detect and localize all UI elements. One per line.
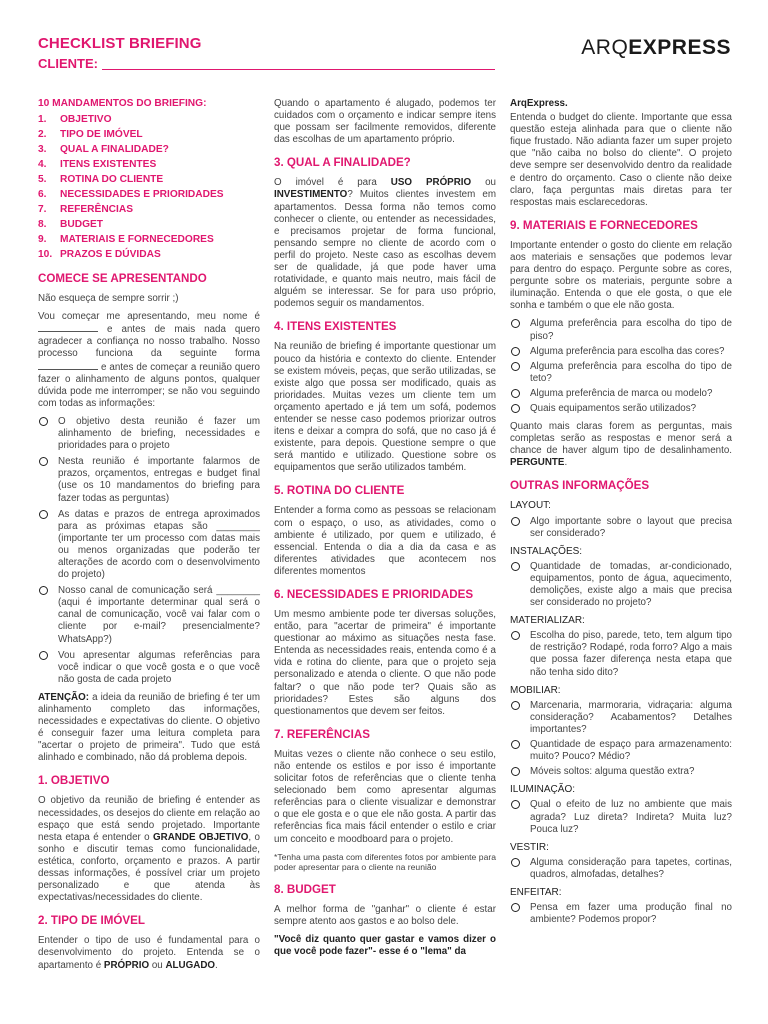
section-objetivo-text: O objetivo da reunião de briefing é entender as necessidades, os desejos do cliente em relação ao espaço que está sendo projetado. Importante nesta etapa é entender o GRANDE OBJETIVO, o sonho e discutir temas como funcionalidade, estética, conforto, orçamento e prazos. A partir dessas informações, é possível criar um projeto personalizado e que atenda às expectativas/necessidades do cliente.	[38, 795, 260, 904]
section-itens-heading: 4. ITENS EXISTENTES	[274, 320, 397, 334]
group-label: LAYOUT:	[510, 500, 551, 512]
client-field-line	[102, 69, 495, 70]
name-blank	[38, 323, 98, 332]
group-items	[510, 857, 732, 881]
section-budget-text: A melhor forma de "ganhar" o cliente é estar sempre atento aos gastos e ao bolso dele.	[274, 903, 496, 927]
section-referencias-text: Muitas vezes o cliente não conhece o seu estilo, não entende os estilos e por isso é importante solicitar fotos de referências que o cliente tenha selecionado bem como apresentar algumas referências para o cliente visualizar e demonstrar o que ele gosta e o que ele não gosta. A partir das referências fica mais fácil entender o estilo e criar um conceito e moodboard para o projeto.	[274, 748, 496, 845]
page-title: CHECKLIST BRIEFING	[38, 35, 202, 52]
group-label: ILUMINAÇÃO:	[510, 784, 576, 796]
section-itens-text: Na reunião de briefing é importante questionar um pouco da história e contexto do cliente. Entender se existem móveis, peças, que serão utilizadas, se existe algo que possa ser modificado, quais as prioridades. Muitas vezes um cliente tem um orçamento apertado e já tem um sofá, podemos entender se nesse caso podemos priorizar outros itens e deixar a compra do sofá, que no caso já é existente, para depois. Questione sempre o que será mantido e utilizado. Questione sobre os equipamentos que serão utilizados também.	[274, 341, 496, 474]
section-tipo-imovel-text: Entender o tipo de uso é fundamental para o desenvolvimento do projeto. Entenda se o apartamento é PRÓPRIO ou ALUGADO.	[38, 935, 260, 971]
checkbox-circle-icon[interactable]	[511, 562, 520, 571]
checklist-item: Quais equipamentos serão utilizados?	[510, 403, 732, 415]
section-materiais-heading: 9. MATERIAIS E FORNECEDORES	[510, 218, 698, 232]
column-1	[38, 98, 260, 978]
group-label: MATERIALIZAR:	[510, 615, 585, 627]
checklist-item: Nosso canal de comunicação será ________ (aqui é importante determinar qual será o canal de comunicação, você vai falar com o cliente por e-mail? presencialmente? WhatsApp?)	[38, 585, 260, 645]
section-budget-heading: 8. BUDGET	[274, 882, 336, 896]
checkbox-circle-icon[interactable]	[511, 903, 520, 912]
commands-list	[38, 112, 260, 262]
column-3	[510, 98, 732, 932]
command-item: 6. NECESSIDADES E PRIORIDADES	[38, 189, 224, 201]
section-materiais-text: Importante entender o gosto do cliente em relação aos materiais e sensações que podemos levar para dentro do espaço. Pergunte sobre as cores, pergunte sobre os materiais, pergunte sobre a iluminação. Entenda o que ele gosta, o que ele sonha e também o que ele não gosta.	[510, 239, 732, 312]
section-rotina-text: Entender a forma como as pessoas se relacionam com o espaço, o uso, as atividades, como o ambiente é utilizado, por quem e utilizado, é essencial. Entenda o dia a dia da casa e as diferentes atividades que acontecem nos diferentes momentos	[274, 505, 496, 577]
intro-heading: COMECE SE APRESENTANDO	[38, 272, 207, 286]
command-item: 8. BUDGET	[38, 219, 104, 231]
checkbox-circle-icon[interactable]	[511, 800, 520, 809]
section-finalidade-text: O imóvel é para USO PRÓPRIO ou INVESTIMENTO? Muitos clientes investem em apartamentos. Dessa forma não temos como conhecer o cliente, ou entender as necessidades, e precisamos projetar de forma funcional, pensando sempre no cliente de acordo com o perfil do projeto. Neste caso as escolhas devem ser de qualidade, já que pode haver uma rotatividade, e quanto mais neutro, mais fácil de alguém se interessar. Se for para uso próprio, podemos seguir os mandamentos.	[274, 177, 496, 310]
group-label: INSTALAÇÕES:	[510, 545, 583, 557]
group-label: MOBILIAR:	[510, 684, 561, 696]
section-materiais-closing: Quanto mais claras forem as perguntas, mais completas serão as respostas e menor será a chance de haver algum tipo de desalinhamento. PERGUNTE.	[510, 421, 732, 469]
attention-paragraph: ATENÇÃO: a ideia da reunião de briefing é ter um alinhamento completo das informações, necessidades e expectativas do cliente. O objetivo é conseguir fazer uma leitura completa para "acertar o projeto de primeira". Tudo que está alinhado e combinado, não dá problema depois.	[38, 691, 260, 764]
tipo-imovel-continued: Quando o apartamento é alugado, podemos ter cuidados com o orçamento e indicar sempre itens que possam ser facilmente removidos, diferente das escolhas de um apartamento próprio.	[274, 98, 496, 146]
column-2	[274, 98, 496, 964]
command-item: 7. REFERÊNCIAS	[38, 204, 134, 216]
section-referencias-heading: 7. REFERÊNCIAS	[274, 727, 370, 741]
other-info-groups	[510, 500, 732, 926]
section-necessidades-heading: 6. NECESSIDADES E PRIORIDADES	[274, 588, 474, 601]
checkbox-circle-icon[interactable]	[511, 517, 520, 526]
referencias-note: *Tenha uma pasta com diferentes fotos por ambiente para poder apresentar para o cliente na reunião	[274, 851, 496, 873]
intro-bullets	[38, 416, 260, 686]
checklist-item: Algo importante sobre o layout que precisa ser considerado?	[510, 516, 732, 540]
checklist-item: Móveis soltos: alguma questão extra?	[510, 766, 732, 778]
section-outras-heading: OUTRAS INFORMAÇÕES	[510, 479, 650, 493]
group-label: ENFEITAR:	[510, 886, 562, 898]
commands-title: 10 MANDAMENTOS DO BRIEFING:	[38, 98, 207, 109]
checkbox-circle-icon[interactable]	[511, 701, 520, 710]
group-items	[510, 902, 732, 926]
checkbox-circle-icon[interactable]	[39, 651, 48, 660]
section-budget-quote: "Você diz quanto quer gastar e vamos dizer o que você pode fazer"- esse é o "lema" da	[274, 933, 496, 957]
group-items	[510, 516, 732, 540]
checklist-item: Pensa em fazer uma produção final no ambiente? Podemos propor?	[510, 902, 732, 926]
section-rotina-heading: 5. ROTINA DO CLIENTE	[274, 484, 405, 498]
checkbox-circle-icon[interactable]	[39, 457, 48, 466]
checkbox-circle-icon[interactable]	[511, 404, 520, 413]
checklist-item: Vou apresentar algumas referências para você indicar o que você gosta e o que você não gosta de cada projeto	[38, 650, 260, 686]
budget-continued-text: Entenda o budget do cliente. Importante que essa questão esteja alinhada para que o cliente não fique frustado. Não adianta fazer um super projeto que "não caiba no bolso do cliente". O projeto deve sempre ser desenvolvido dentro da realidade e dentro do orçamento. Caso o cliente não deixe claro, faça perguntas mais diretas para ter respostas mais esclarecedoras.	[510, 112, 732, 208]
checkbox-circle-icon[interactable]	[511, 347, 520, 356]
command-item: 9. MATERIAIS E FORNECEDORES	[38, 234, 214, 246]
section-objetivo-heading: 1. OBJETIVO	[38, 774, 110, 788]
checklist-item: Alguma preferência para escolha das cores?	[510, 346, 732, 358]
section-necessidades-text: Um mesmo ambiente pode ter diversas soluções, então, para "acertar de primeira" é importante questionar ao máximo as situações nesta fase. Entenda as necessidades reais, entenda como é a vida e rotina do cliente, para que o projeto seja personalizado e atenda o cliente. O que não pode faltar? o que não pode ter? Quais são as prioridades? Estes são alguns dos questionamentos que devem ser feitos.	[274, 609, 496, 717]
checklist-item: Alguma consideração para tapetes, cortinas, quadros, almofadas, detalhes?	[510, 857, 732, 881]
command-item: 5. ROTINA DO CLIENTE	[38, 174, 164, 186]
checklist-item: Nesta reunião é importante falarmos de prazos, orçamentos, entregas e budget final (use os 10 mandamentos do briefing para fazer todas as perguntas)	[38, 456, 260, 504]
section-finalidade-heading: 3. QUAL A FINALIDADE?	[274, 156, 411, 170]
brand-logo	[581, 36, 731, 60]
checklist-item: As datas e prazos de entrega aproximados para as próximas etapas são ________ (importante ter um processo com datas mais ou menos organizadas que poderão ter alterações de acordo com o desenvolvimento do projeto)	[38, 509, 260, 582]
command-item: 2. TIPO DE IMÓVEL	[38, 129, 143, 141]
group-items	[510, 561, 732, 609]
checklist-item: Alguma preferência de marca ou modelo?	[510, 388, 732, 400]
checkbox-circle-icon[interactable]	[511, 362, 520, 371]
budget-continued-label: ArqExpress.	[510, 98, 568, 109]
logo-light-text: ARQ	[581, 36, 629, 59]
intro-paragraph: Vou começar me apresentando, meu nome é e antes de mais nada quero agradecer a confiança no nosso trabalho. Nosso processo funciona da seguinte forma e antes de começar a reunião quero fazer o alinhamento de alguns pontos, qualquer dúvida pode me interromper; se não vou seguindo com todas as informações:	[38, 311, 260, 409]
command-item: 3. QUAL A FINALIDADE?	[38, 144, 169, 156]
checklist-item: Alguma preferência para escolha do tipo de teto?	[510, 361, 732, 385]
checkbox-circle-icon[interactable]	[511, 389, 520, 398]
checkbox-circle-icon[interactable]	[511, 631, 520, 640]
command-item: 1. OBJETIVO	[38, 114, 112, 126]
command-item: 4. ITENS EXISTENTES	[38, 159, 157, 171]
checklist-item: Alguma preferência para escolha do tipo de piso?	[510, 318, 732, 342]
materiais-bullets	[510, 318, 732, 415]
client-label: CLIENTE:	[38, 56, 98, 71]
checklist-item: Quantidade de tomadas, ar-condicionado, equipamentos, ponto de água, aquecimento, demolições, existe algo a mais que precisa ser considerado no projeto?	[510, 561, 732, 609]
checklist-item: Quantidade de espaço para armazenamento: muito? Pouco? Médio?	[510, 739, 732, 763]
process-blank	[38, 361, 98, 370]
group-items	[510, 799, 732, 835]
command-item: 10. PRAZOS E DÚVIDAS	[38, 249, 161, 261]
group-label: VESTIR:	[510, 841, 549, 853]
section-tipo-imovel-heading: 2. TIPO DE IMÓVEL	[38, 914, 145, 928]
checkbox-circle-icon[interactable]	[39, 586, 48, 595]
checklist-item: Marcenaria, marmoraria, vidraçaria: alguma consideração? Acabamentos? Detalhes importantes?	[510, 700, 732, 736]
checkbox-circle-icon[interactable]	[511, 858, 520, 867]
checkbox-circle-icon[interactable]	[511, 767, 520, 776]
checkbox-circle-icon[interactable]	[511, 740, 520, 749]
logo-bold-text: EXPRESS	[628, 36, 731, 59]
checkbox-circle-icon[interactable]	[39, 510, 48, 519]
checkbox-circle-icon[interactable]	[39, 417, 48, 426]
checklist-item: Qual o efeito de luz no ambiente que mais agrada? Luz direta? Indireta? Muita luz? Pouca luz?	[510, 799, 732, 835]
group-items	[510, 700, 732, 779]
checklist-item: Escolha do piso, parede, teto, tem algum tipo de restrição? Rodapé, roda forro? Algo a mais que possa fazer diferença nesta etapa que não tenha sido dito?	[510, 630, 732, 678]
group-items	[510, 630, 732, 678]
checklist-item: O objetivo desta reunião é fazer um alinhamento de briefing, necessidades e prioridades para o projeto	[38, 416, 260, 452]
intro-smile-text: Não esqueça de sempre sorrir ;)	[38, 293, 179, 305]
checkbox-circle-icon[interactable]	[511, 319, 520, 328]
